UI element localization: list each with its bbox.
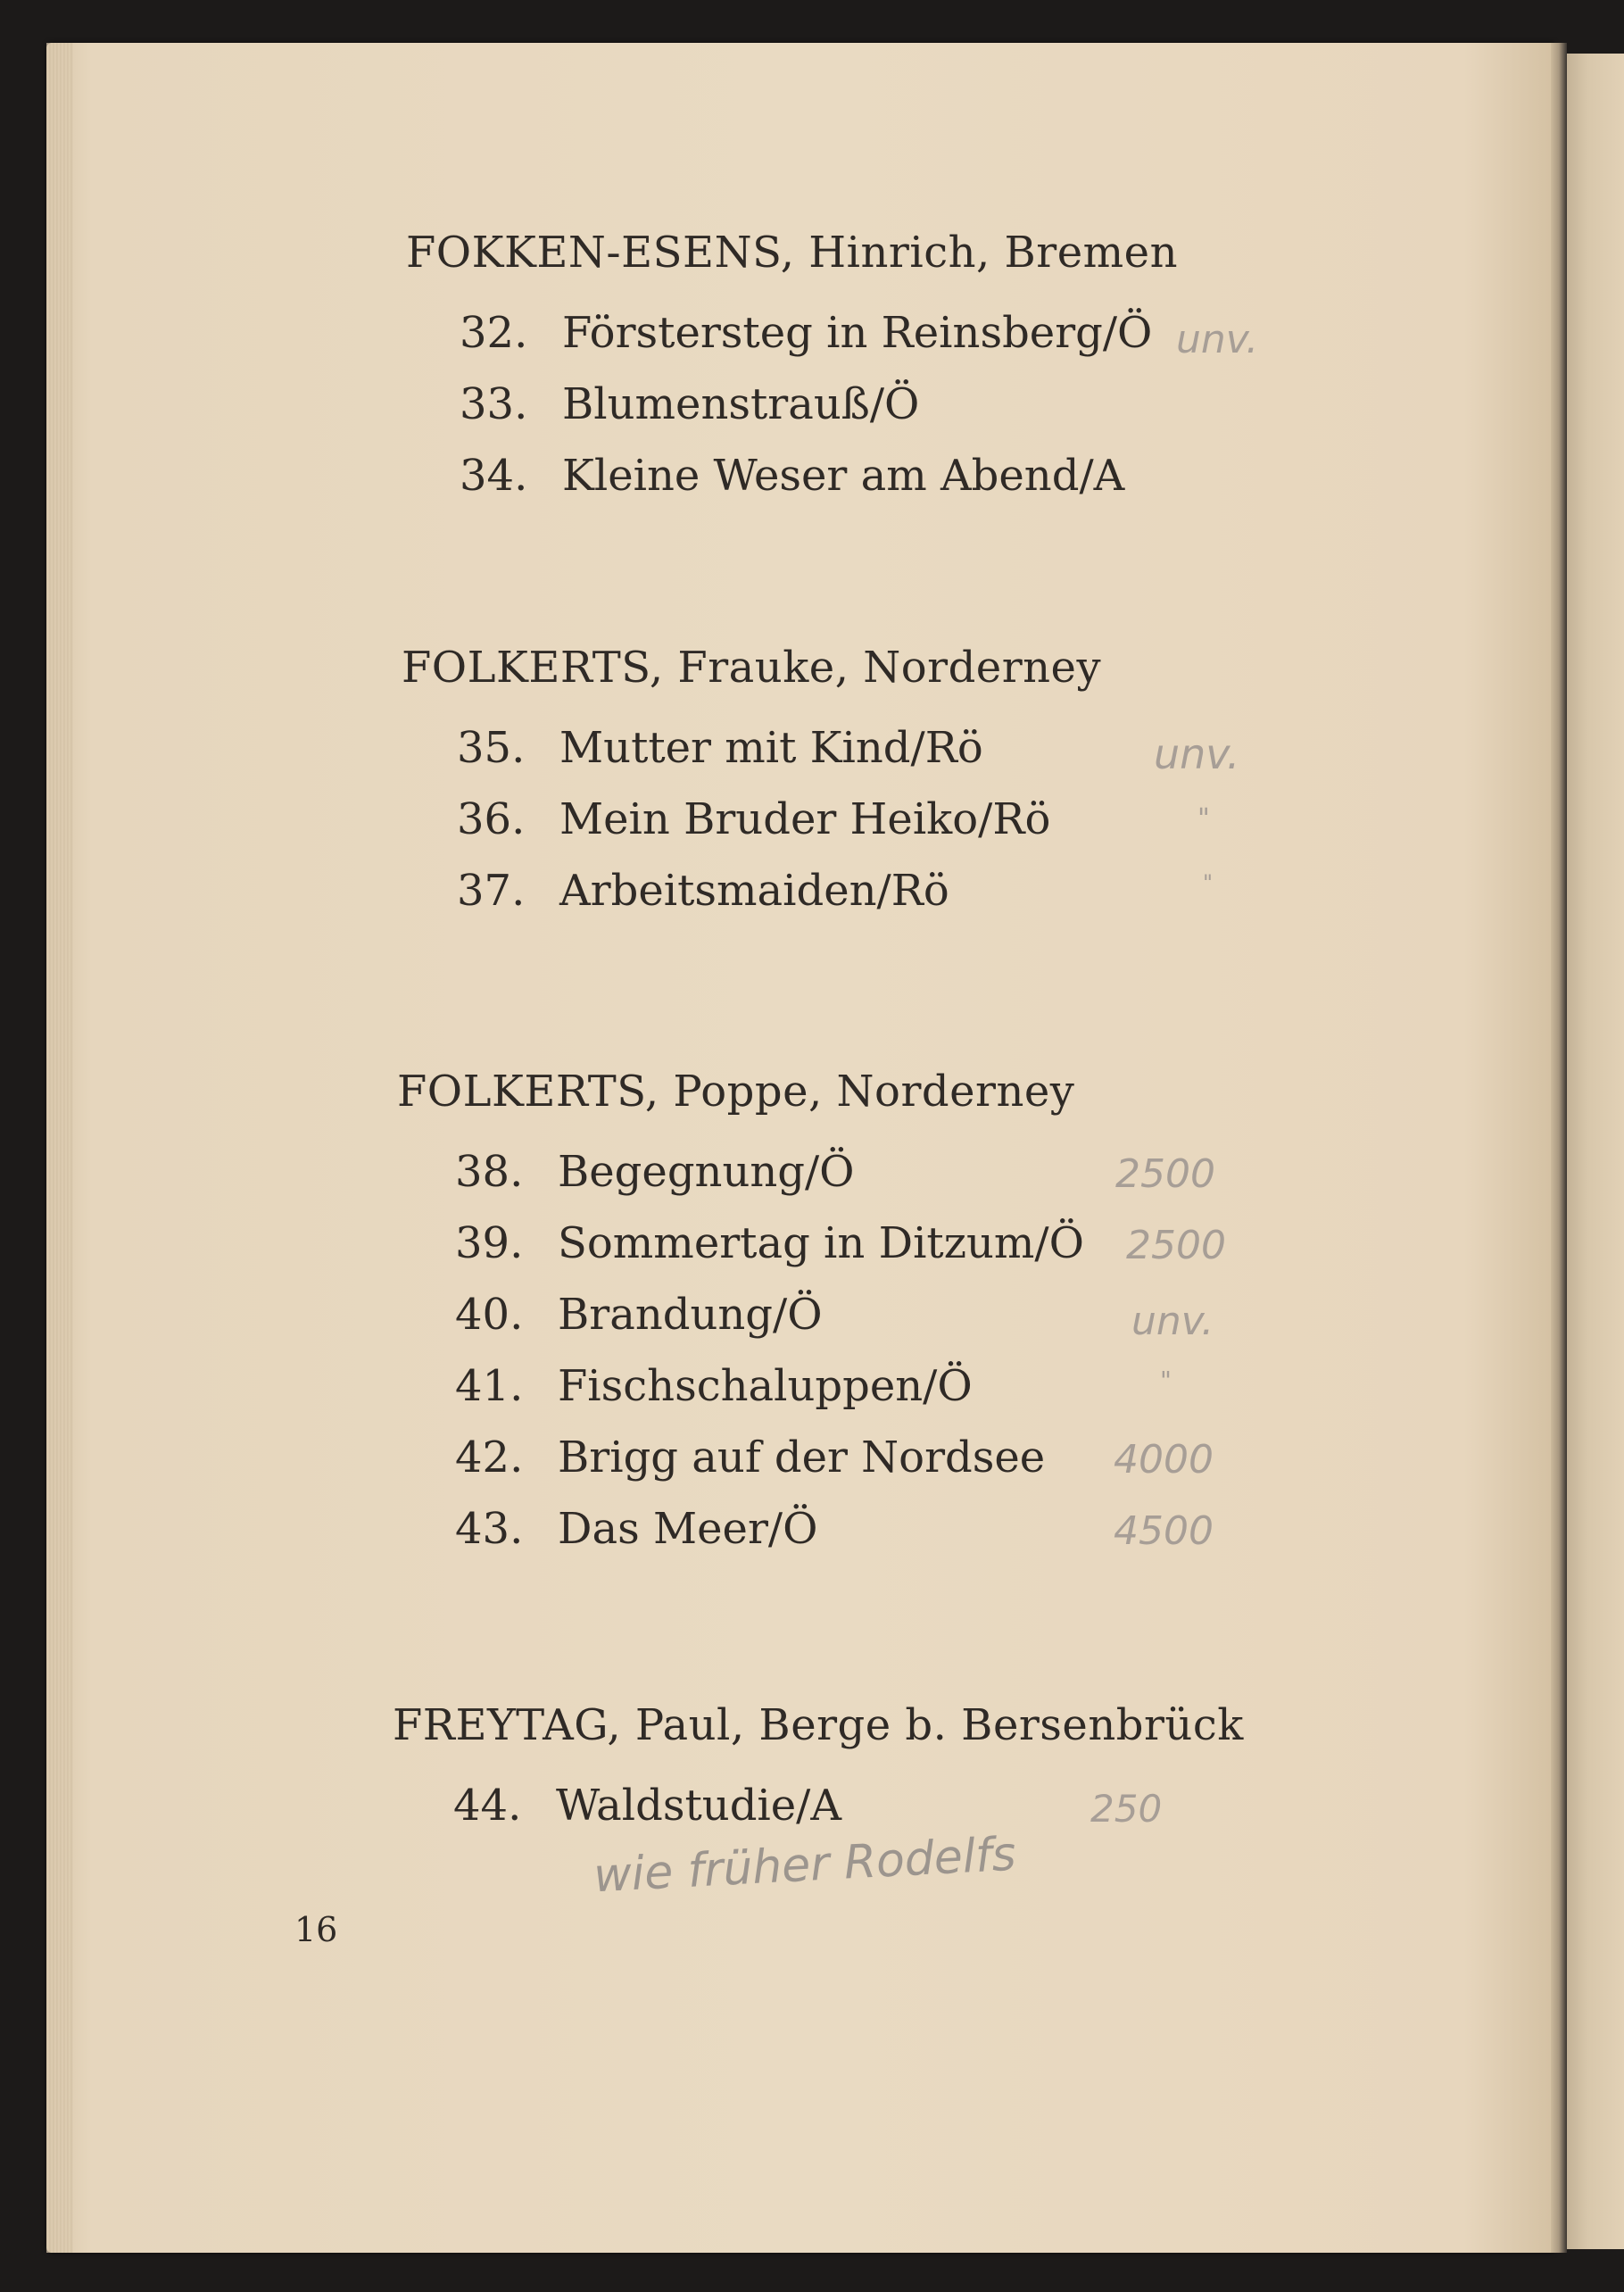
work-title: Waldstudie/A <box>556 1781 842 1831</box>
work-number: 33. <box>460 379 528 429</box>
handwritten-note: unv. <box>1131 1299 1214 1344</box>
handwritten-note: " <box>1160 1366 1172 1395</box>
work-entry <box>457 723 983 773</box>
work-entry <box>457 866 949 916</box>
work-entry <box>457 794 1050 844</box>
work-number: 40. <box>455 1290 524 1340</box>
work-title: Blumenstrauß/Ö <box>562 379 920 429</box>
work-number: 44. <box>453 1781 522 1831</box>
work-entry <box>460 379 919 429</box>
handwritten-note: unv. <box>1176 317 1259 362</box>
work-title: Förstersteg in Reinsberg/Ö <box>562 308 1153 358</box>
next-page-edge <box>1563 54 1624 2249</box>
work-number: 34. <box>460 451 528 501</box>
work-number: 37. <box>457 866 526 916</box>
handwritten-remark: wie früher Rodelfs <box>592 1827 1018 1904</box>
artist-heading: FOLKERTS, Frauke, Norderney <box>402 643 1102 693</box>
handwritten-note: 2500 <box>1126 1223 1226 1268</box>
work-title: Arbeitsmaiden/Rö <box>559 866 949 916</box>
work-entry <box>453 1781 841 1831</box>
work-number: 35. <box>457 723 526 773</box>
work-entry <box>455 1432 1045 1482</box>
work-entry <box>460 451 1124 501</box>
artist-heading: FOKKEN-ESENS, Hinrich, Bremen <box>406 228 1178 278</box>
work-number: 36. <box>457 794 526 844</box>
handwritten-note: 4000 <box>1114 1437 1214 1482</box>
work-title: Begegnung/Ö <box>558 1147 855 1197</box>
work-number: 32. <box>460 308 528 358</box>
work-entry <box>455 1218 1084 1268</box>
work-title: Mein Bruder Heiko/Rö <box>559 794 1051 844</box>
work-title: Kleine Weser am Abend/A <box>562 451 1125 501</box>
page-edges <box>46 43 73 2253</box>
work-number: 43. <box>455 1504 524 1554</box>
artist-heading: FREYTAG, Paul, Berge b. Bersenbrück <box>393 1700 1244 1750</box>
handwritten-note: unv. <box>1154 730 1240 778</box>
handwritten-note: " <box>1197 803 1210 835</box>
work-entry <box>460 308 1152 358</box>
work-number: 41. <box>455 1361 524 1411</box>
handwritten-note: 250 <box>1090 1787 1163 1831</box>
work-title: Mutter mit Kind/Rö <box>559 723 983 773</box>
artist-heading: FOLKERTS, Poppe, Norderney <box>397 1067 1075 1117</box>
work-entry <box>455 1361 973 1411</box>
work-entry <box>455 1147 855 1197</box>
work-title: Brandung/Ö <box>558 1290 823 1340</box>
handwritten-note: " <box>1203 870 1214 895</box>
work-number: 38. <box>455 1147 524 1197</box>
work-entry <box>455 1290 823 1340</box>
page-number: 16 <box>294 1910 338 1949</box>
work-title: Sommertag in Ditzum/Ö <box>558 1218 1084 1268</box>
work-entry <box>455 1504 817 1554</box>
handwritten-note: 2500 <box>1115 1151 1215 1197</box>
work-title: Fischschaluppen/Ö <box>558 1361 973 1411</box>
work-title: Das Meer/Ö <box>558 1504 818 1554</box>
work-title: Brigg auf der Nordsee <box>558 1432 1046 1482</box>
work-number: 42. <box>455 1432 524 1482</box>
handwritten-note: 4500 <box>1114 1508 1214 1554</box>
book-spine <box>1551 43 1567 2253</box>
work-number: 39. <box>455 1218 524 1268</box>
